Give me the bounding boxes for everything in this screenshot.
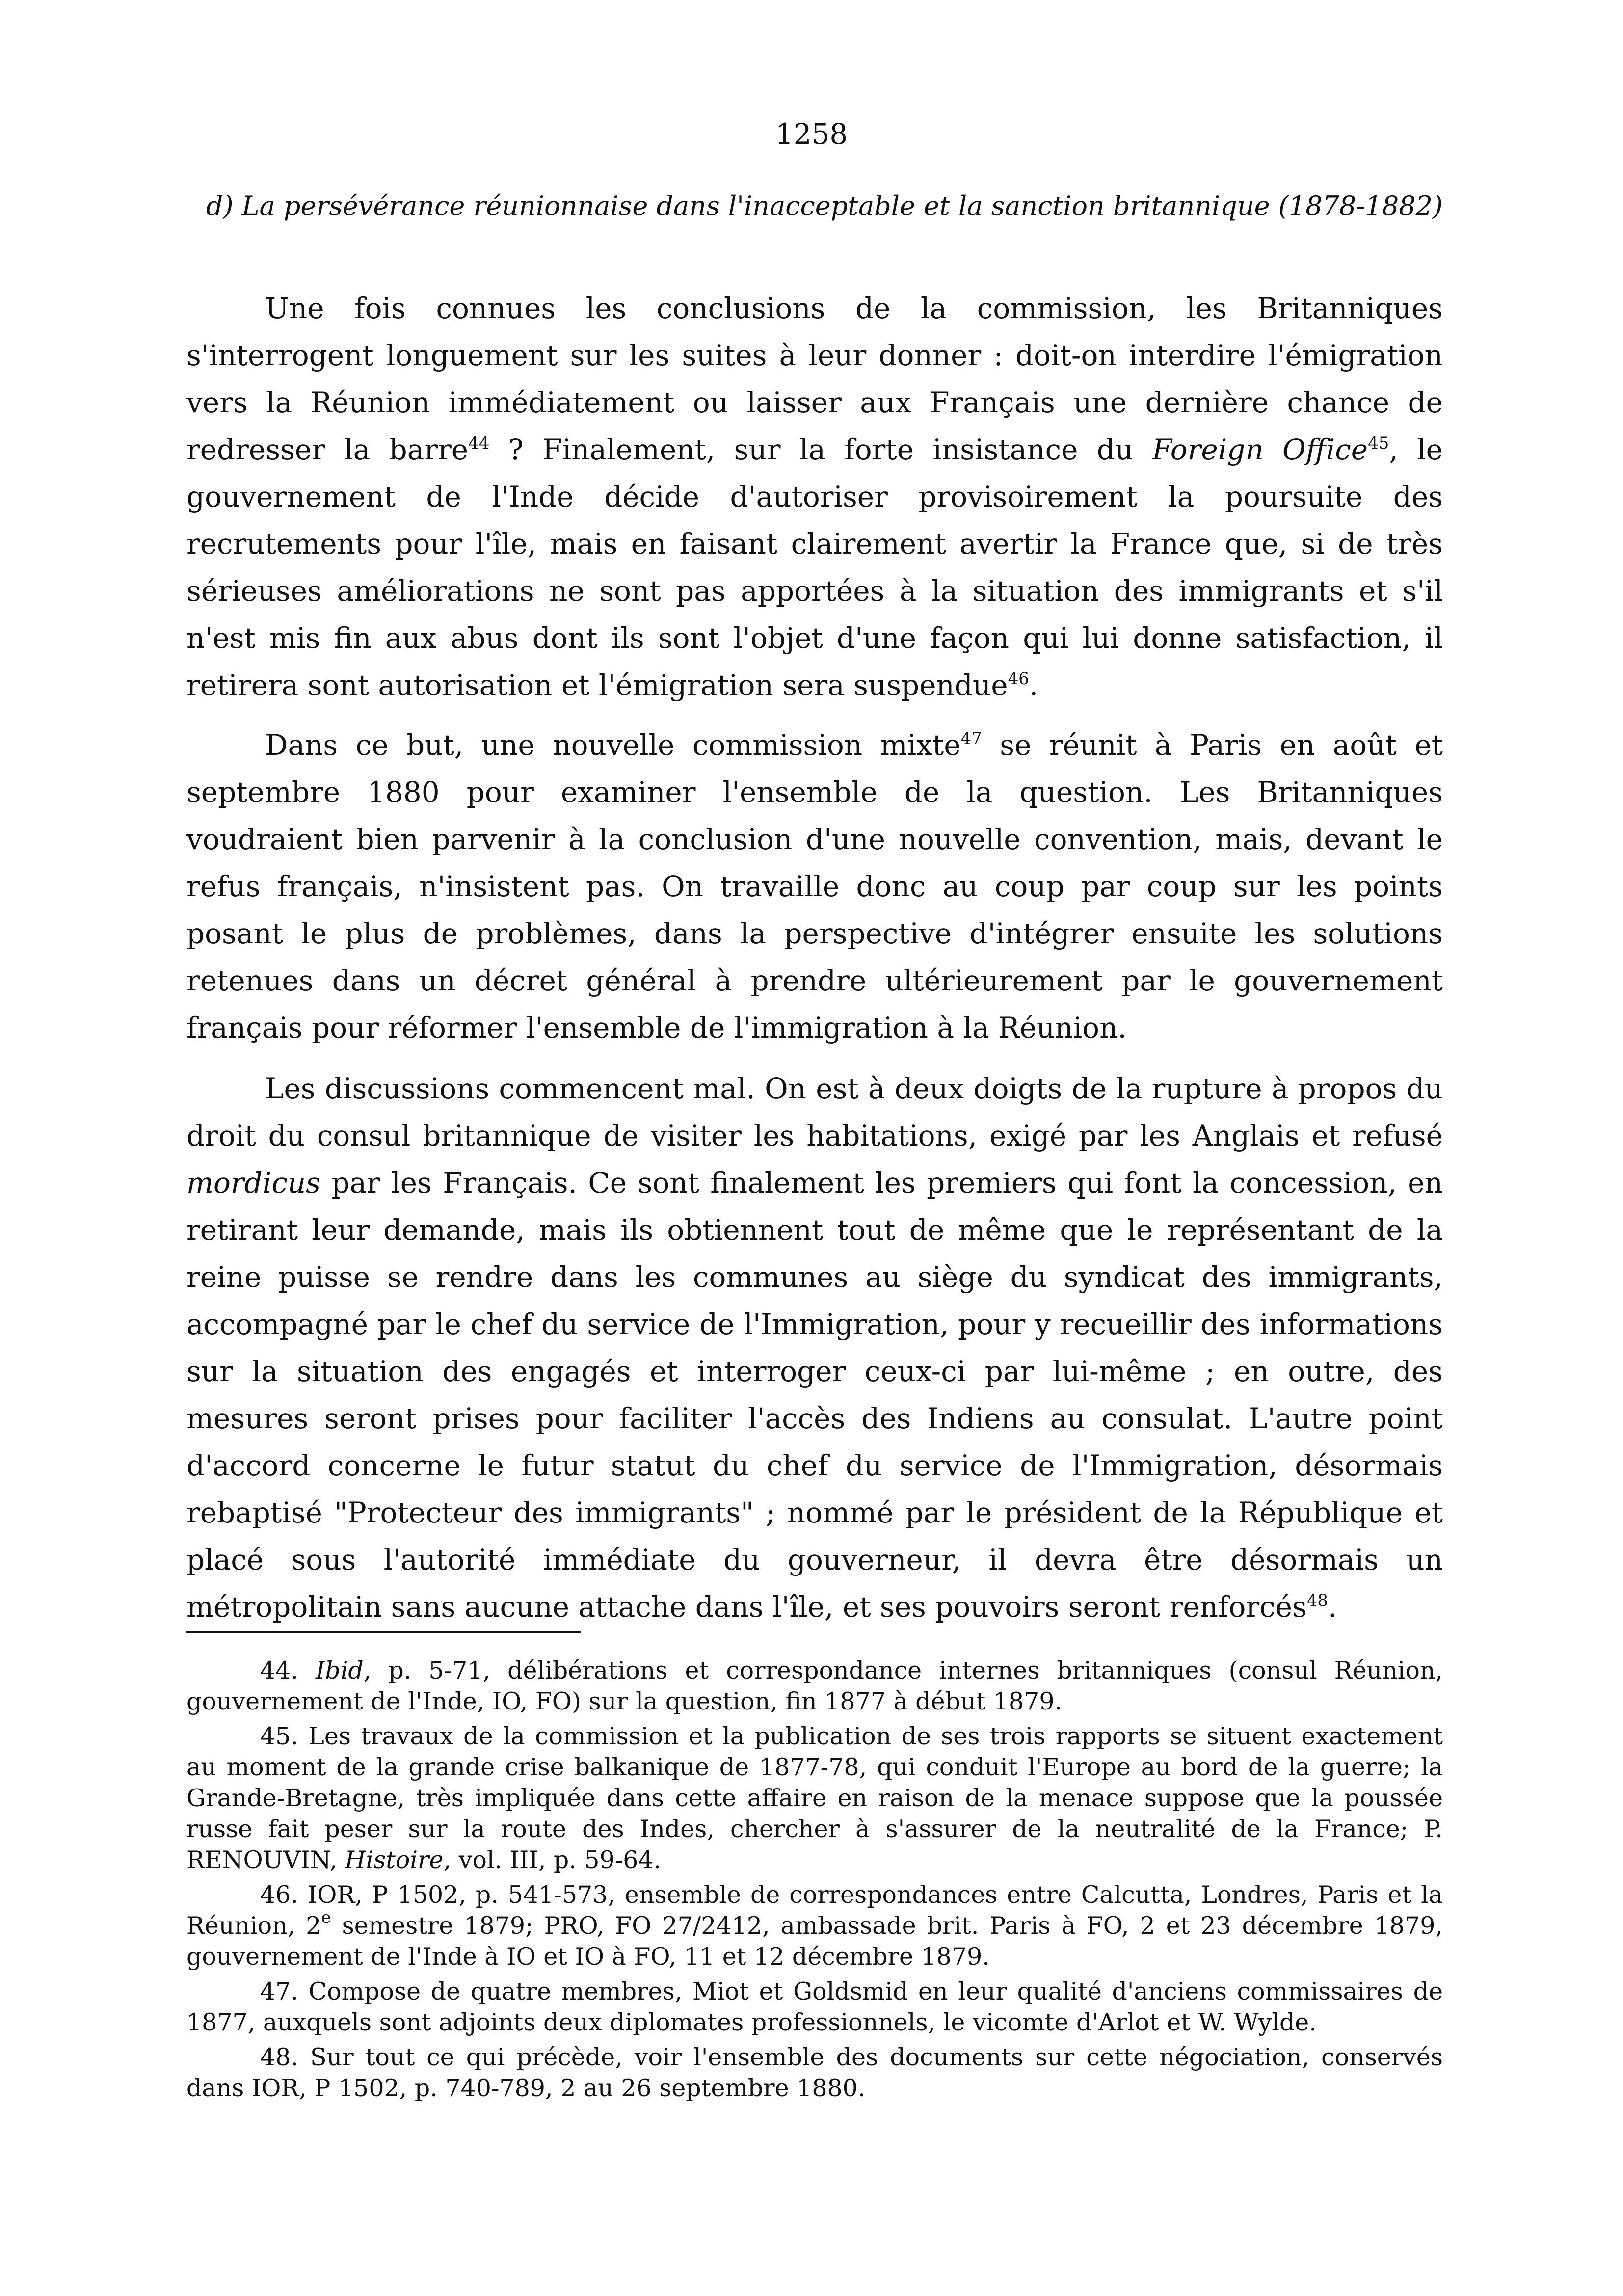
footnote-ref-46: 46 [1008, 669, 1029, 689]
paragraph-text: ? Finalement, sur la forte insistance du [489, 433, 1152, 466]
italic-term: Histoire [345, 1846, 444, 1874]
footnote-48 [186, 2042, 1443, 2104]
footnote-ref-44: 44 [468, 433, 490, 453]
superscript: e [321, 1908, 331, 1927]
footnote-text: Les travaux de la commission et la publication de ses trois rapports se situent exactement au moment de la grande crise balkanique de 1877-78, qui conduit l'Europe au bord de la guerre; la Grande-Bretagne, très impliquée dans cette affaire en raison de la menace suppose que la poussée russe fait peser sur la route des Indes, chercher à s'assurer de la neutralité de la France; P. RENOUVIN, [186, 1722, 1443, 1874]
footnote-number: 44. [260, 1656, 316, 1684]
italic-term: mordicus [186, 1166, 320, 1200]
paragraph-text: par les Français. Ce sont finalement les premiers qui font la concession, en retirant leur demande, mais ils obtiennent tout de même que le représentant de la reine puisse se rendre dans les communes au siège du syndicat des immigrants, accompagné par le chef du service de l'Immigration, pour y recueillir des informations sur la situation des engagés et interroger ceux-ci par lui-même ; en outre, des mesures seront prises pour faciliter l'accès des Indiens au consulat. L'autre point d'accord concerne le futur statut du chef du service de l'Immigration, désormais rebaptisé "Protecteur des immigrants" ; nommé par le président de la République et placé sous l'autorité immédiate du gouverneur, il devra être désormais un métropolitain sans aucune attache dans l'île, et ses pouvoirs seront renforcés [186, 1166, 1443, 1624]
footnote-text: Compose de quatre membres, Miot et Goldsmid en leur qualité d'anciens commissaires de 1877, auxquels sont adjoints deux diplomates professionnels, le vicomte d'Arlot et W. Wylde. [186, 1977, 1443, 2036]
footnote-text: Sur tout ce qui précède, voir l'ensemble des documents sur cette négociation, conservés dans IOR, P 1502, p. 740-789, 2 au 26 septembre 1880. [186, 2043, 1443, 2102]
footnote-47 [186, 1976, 1443, 2038]
footnote-46 [186, 1879, 1443, 1972]
paragraph-text: , le gouvernement de l'Inde décide d'autoriser provisoirement la poursuite des recrutements pour l'île, mais en faisant clairement avertir la France que, si de très sérieuses améliorations ne sont pas apportées à la situation des immigrants et s'il n'est mis fin aux abus dont ils sont l'objet d'une façon qui lui donne satisfaction, il retirera sont autorisation et l'émigration sera suspendue [186, 433, 1443, 702]
footnote-text: , vol. III, p. 59-64. [443, 1846, 662, 1874]
footnote-number: 47. [260, 1977, 309, 2005]
italic-term: Foreign Office [1152, 433, 1368, 466]
paragraph-text: se réunit à Paris en août et septembre 1880 pour examiner l'ensemble de la question. Les Britanniques voudraient bien parvenir à la conclusion d'une nouvelle convention, mais, devant le refus français, n'insistent pas. On travaille donc au coup par coup sur les points posant le plus de problèmes, dans la perspective d'intégrer ensuite les solutions retenues dans un décret général à prendre ultérieurement par le gouvernement français pour réformer l'ensemble de l'immigration à la Réunion. [186, 728, 1443, 1044]
footnote-text: IOR, P 1502, p. 541-573, ensemble de correspondances entre Calcutta, Londres, Paris et la Réunion, 2 [186, 1881, 1443, 1940]
footnote-number: 46. [260, 1881, 308, 1909]
footnote-ref-47: 47 [960, 729, 982, 748]
footnotes [186, 1655, 1443, 2108]
paragraph-text: . [1328, 1590, 1337, 1624]
footnote-45 [186, 1721, 1443, 1875]
page-number: 1258 [775, 117, 848, 151]
section-heading: d) La persévérance réunionnaise dans l'inacceptable et la sanction britannique (1878-1882) [206, 190, 1443, 221]
paragraph-3 [186, 1065, 1443, 1630]
footnote-ref-48: 48 [1306, 1591, 1328, 1610]
footnote-number: 45. [260, 1722, 309, 1750]
paragraph-text: Les discussions commencent mal. On est à deux doigts de la rupture à propos du droit du consul britannique de visiter les habitations, exigé par les Anglais et refusé [186, 1072, 1443, 1152]
footnote-ref-45: 45 [1368, 433, 1389, 453]
paragraph-1 [186, 285, 1443, 709]
paragraph-2 [186, 721, 1443, 1051]
italic-term: Ibid [316, 1656, 364, 1684]
footnote-number: 48. [260, 2043, 311, 2071]
footnote-separator [186, 1631, 581, 1633]
paragraph-text: Dans ce but, une nouvelle commission mixte [265, 728, 961, 762]
footnote-text: , p. 5-71, délibérations et correspondance internes britanniques (consul Réunion, gouvernement de l'Inde, IO, FO) sur la question, fin 1877 à début 1879. [186, 1656, 1443, 1715]
paragraph-text: Une fois connues les conclusions de la commission, les Britanniques s'interrogent longuement sur les suites à leur donner : doit-on interdire l'émigration vers la Réunion immédiatement ou laisser aux Français une dernière chance de redresser la barre [186, 292, 1443, 466]
paragraph-text: . [1029, 668, 1038, 702]
footnote-44 [186, 1655, 1443, 1717]
footnote-text: semestre 1879; PRO, FO 27/2412, ambassade brit. Paris à FO, 2 et 23 décembre 1879, gouvernement de l'Inde à IO et IO à FO, 11 et 12 décembre 1879. [186, 1912, 1443, 1971]
